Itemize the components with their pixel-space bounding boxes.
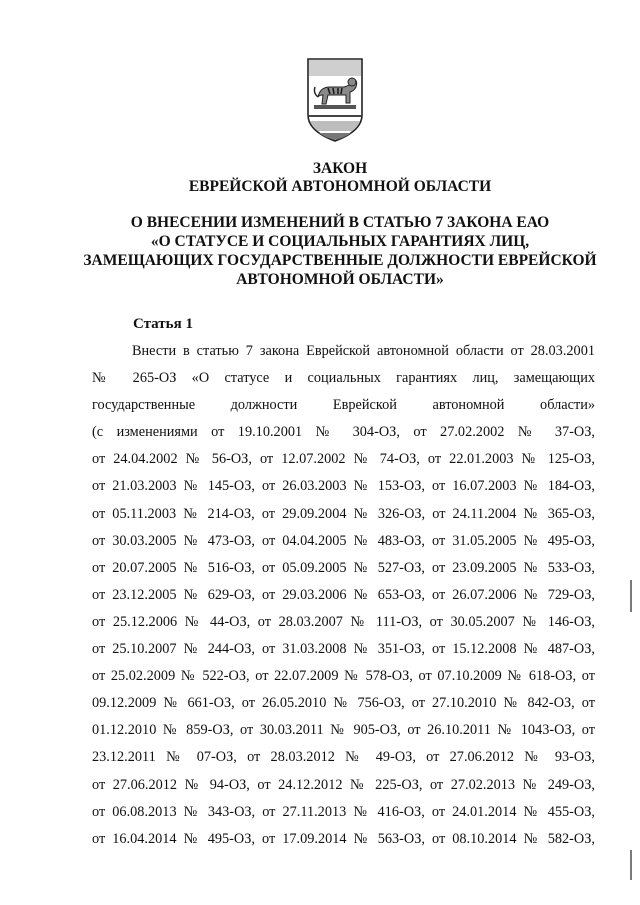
subtitle-line: АВТОНОМНОЙ ОБЛАСТИ»: [236, 271, 444, 288]
body-line: от 25.10.2007 № 244-ОЗ, от 31.03.2008 № 351-ОЗ, от 15.12.2008 № 487-ОЗ,: [92, 641, 595, 658]
body-line: от 05.11.2003 № 214-ОЗ, от 29.09.2004 № 326-ОЗ, от 24.11.2004 № 365-ОЗ,: [92, 505, 595, 522]
body-line: от 06.08.2013 № 343-ОЗ, от 27.11.2013 № 416-ОЗ, от 24.01.2014 № 455-ОЗ,: [92, 803, 595, 820]
article-heading: Статья 1: [133, 316, 193, 332]
document-subtitle: [60, 213, 620, 289]
body-line: от 30.03.2005 № 473-ОЗ, от 04.04.2005 № 483-ОЗ, от 31.05.2005 № 495-ОЗ,: [92, 532, 595, 549]
title-line-region: ЕВРЕЙСКОЙ АВТОНОМНОЙ ОБЛАСТИ: [188, 178, 492, 195]
body-line: 09.12.2009 № 661-ОЗ, от 26.05.2010 № 756-ОЗ, от 27.10.2010 № 842-ОЗ, от: [92, 695, 595, 712]
coat-of-arms-tiger-icon: [306, 57, 364, 143]
body-line: от 21.03.2003 № 145-ОЗ, от 26.03.2003 № 153-ОЗ, от 16.07.2003 № 184-ОЗ,: [92, 478, 595, 495]
subtitle-line: О ВНЕСЕНИИ ИЗМЕНЕНИЙ В СТАТЬЮ 7 ЗАКОНА ЕАО: [130, 214, 550, 231]
scan-edge-marks: [628, 0, 640, 905]
body-line: № 265-ОЗ «О статусе и социальных гарантиях лиц, замещающих: [92, 370, 595, 387]
body-line: 01.12.2010 № 859-ОЗ, от 30.03.2011 № 905-ОЗ, от 26.10.2011 № 1043-ОЗ, от: [92, 722, 595, 739]
body-line: от 25.12.2006 № 44-ОЗ, от 28.03.2007 № 111-ОЗ, от 30.05.2007 № 146-ОЗ,: [92, 613, 595, 630]
body-line: от 23.12.2005 № 629-ОЗ, от 29.03.2006 № 653-ОЗ, от 26.07.2006 № 729-ОЗ,: [92, 586, 595, 603]
body-line: от 20.07.2005 № 516-ОЗ, от 05.09.2005 № 527-ОЗ, от 23.09.2005 № 533-ОЗ,: [92, 559, 595, 576]
body-line: от 25.02.2009 № 522-ОЗ, от 22.07.2009 № 578-ОЗ, от 07.10.2009 № 618-ОЗ, от: [92, 668, 595, 685]
body-line: [92, 853, 595, 880]
document-title: [60, 160, 620, 196]
body-line: от 24.04.2002 № 56-ОЗ, от 12.07.2002 № 74-ОЗ, от 22.01.2003 № 125-ОЗ,: [92, 451, 595, 468]
article-body: [92, 338, 595, 880]
body-line: (с изменениями от 19.10.2001 № 304-ОЗ, от 27.02.2002 № 37-ОЗ,: [92, 424, 595, 441]
subtitle-line: ЗАМЕЩАЮЩИХ ГОСУДАРСТВЕННЫЕ ДОЛЖНОСТИ ЕВРЕЙСКОЙ: [83, 252, 597, 269]
title-line-law: ЗАКОН: [312, 160, 368, 177]
subtitle-line: «О СТАТУСЕ И СОЦИАЛЬНЫХ ГАРАНТИЯХ ЛИЦ,: [150, 233, 530, 250]
body-line: 23.12.2011 № 07-ОЗ, от 28.03.2012 № 49-ОЗ, от 27.06.2012 № 93-ОЗ,: [92, 749, 595, 766]
body-line: государственные должности Еврейской автономной области»: [92, 397, 595, 414]
body-line: от 27.06.2012 № 94-ОЗ, от 24.12.2012 № 225-ОЗ, от 27.02.2013 № 249-ОЗ,: [92, 776, 595, 793]
body-line: от 16.04.2014 № 495-ОЗ, от 17.09.2014 № 563-ОЗ, от 08.10.2014 № 582-ОЗ,: [92, 830, 595, 847]
body-line: Внести в статью 7 закона Еврейской автономной области от 28.03.2001: [132, 343, 595, 359]
